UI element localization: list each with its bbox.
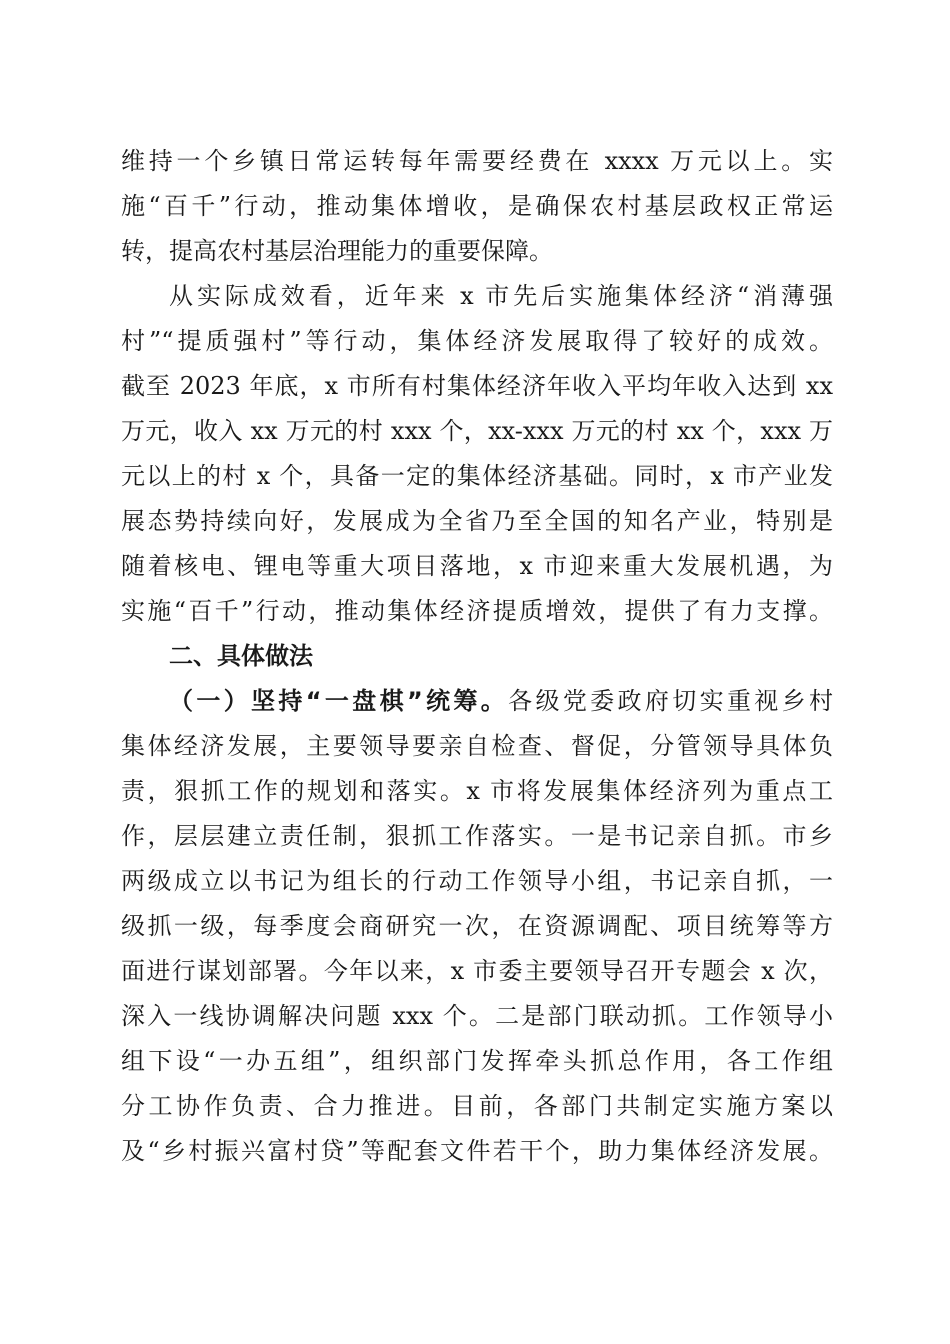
paragraph-3-line-5: 两级成立以书记为组长的行动工作领导小组，书记亲自抓，一 [121,867,833,895]
paragraph-3-line-2: 集体经济发展，主要领导要亲自检查、督促，分管领导具体负 [121,732,833,760]
paragraph-2-line-5: 元以上的村 x 个，具备一定的集体经济基础。同时，x 市产业发 [121,462,833,490]
paragraph-1-line-1: 维持一个乡镇日常运转每年需要经费在 xxxx 万元以上。实 [121,147,833,175]
paragraph-2-line-2: 村”“提质强村”等行动，集体经济发展取得了较好的成效。 [121,327,833,355]
paragraph-3-line-9: 组下设“一办五组”，组织部门发挥牵头抓总作用，各工作组 [121,1047,833,1075]
paragraph-1-line-2: 施“百千”行动，推动集体增收，是确保农村基层政权正常运 [121,192,833,220]
paragraph-3-line-3: 责，狠抓工作的规划和落实。x 市将发展集体经济列为重点工 [121,777,833,805]
paragraph-3-line-7: 面进行谋划部署。今年以来，x 市委主要领导召开专题会 x 次， [121,957,833,985]
paragraph-3-lead-bold: （一）坚持“一盘棋”统筹。 [169,687,509,715]
paragraph-3-line-6: 级抓一级，每季度会商研究一次，在资源调配、项目统筹等方 [121,912,833,940]
paragraph-1-line-3: 转，提高农村基层治理能力的重要保障。 [121,237,553,265]
paragraph-3-first-line-rest: 各级党委政府切实重视乡村 [508,687,833,715]
paragraph-3-line-11: 及“乡村振兴富村贷”等配套文件若干个，助力集体经济发展。 [121,1137,833,1165]
paragraph-2-line-8: 实施“百千”行动，推动集体经济提质增效，提供了有力支撑。 [121,597,833,625]
paragraph-2-line-3: 截至 2023 年底，x 市所有村集体经济年收入平均年收入达到 xx [121,372,833,400]
section-heading: 二、具体做法 [169,642,313,670]
paragraph-3-line-10: 分工协作负责、合力推进。目前，各部门共制定实施方案以 [121,1092,833,1120]
paragraph-3-line-4: 作，层层建立责任制，狠抓工作落实。一是书记亲自抓。市乡 [121,822,833,850]
paragraph-3-line-1 [169,686,833,716]
paragraph-2-line-6: 展态势持续向好，发展成为全省乃至全国的知名产业，特别是 [121,507,833,535]
paragraph-2-line-4: 万元，收入 xx 万元的村 xxx 个，xx-xxx 万元的村 xx 个，xxx 万 [121,417,833,445]
paragraph-3-line-8: 深入一线协调解决问题 xxx 个。二是部门联动抓。工作领导小 [121,1002,833,1030]
paragraph-2-line-1: 从实际成效看，近年来 x 市先后实施集体经济“消薄强 [169,282,833,310]
paragraph-2-line-7: 随着核电、锂电等重大项目落地，x 市迎来重大发展机遇，为 [121,552,833,580]
